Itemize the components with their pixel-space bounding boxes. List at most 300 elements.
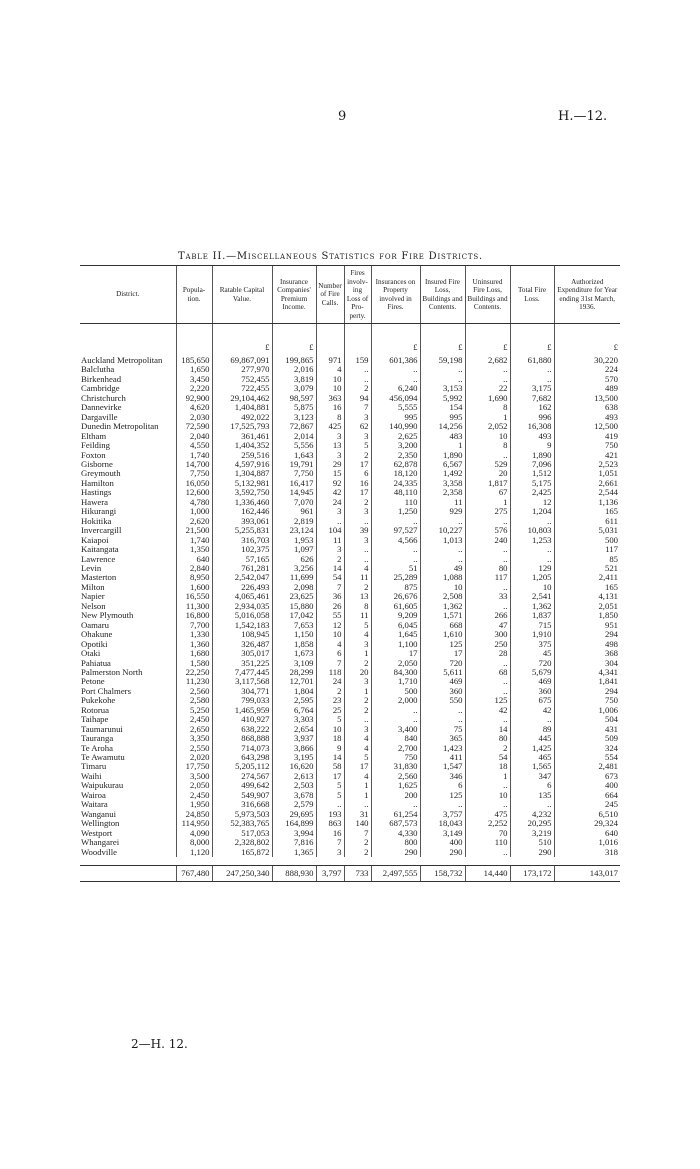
district-name: Te Aroha xyxy=(81,743,113,753)
table-cell: 715 xyxy=(510,621,554,630)
total-cell: 247,250,340 xyxy=(212,866,272,882)
table-cell: 165 xyxy=(554,507,620,516)
table-cell: 2 xyxy=(344,838,371,847)
table-cell: 16 xyxy=(316,403,344,412)
page-footer: 2—H. 12. xyxy=(131,1037,188,1051)
table-cell: 2,613 xyxy=(272,772,316,781)
table-cell: 1,645 xyxy=(371,630,420,639)
table-cell: 259,516 xyxy=(212,451,272,460)
table-cell: 1 xyxy=(344,781,371,790)
district-name: Eltham xyxy=(81,431,107,441)
table-cell: 1,253 xyxy=(510,536,554,545)
table-cell: 3,400 xyxy=(371,725,420,734)
district-row xyxy=(80,781,620,790)
district-name: Dannevirke xyxy=(81,403,122,413)
table-cell: 61,254 xyxy=(371,810,420,819)
table-cell: 89 xyxy=(510,725,554,734)
table-cell: 42 xyxy=(465,706,510,715)
table-cell: 8 xyxy=(465,441,510,450)
table-cell: 1,088 xyxy=(420,573,465,582)
table-cell: 868,888 xyxy=(212,734,272,743)
table-cell: 294 xyxy=(554,687,620,696)
table-cell: 277,970 xyxy=(212,365,272,374)
table-cell: 3,678 xyxy=(272,791,316,800)
table-cell: 465 xyxy=(510,753,554,762)
table-cell: 499,642 xyxy=(212,781,272,790)
table-cell: 2,358 xyxy=(420,488,465,497)
table-cell: 16 xyxy=(316,829,344,838)
table-cell: 11 xyxy=(344,611,371,620)
district-name: Taihape xyxy=(81,715,109,725)
table-cell: 664 xyxy=(554,791,620,800)
table-cell: 290 xyxy=(420,848,465,857)
table-cell: 640 xyxy=(176,555,212,564)
table-cell: .. xyxy=(371,375,420,384)
table-cell: 4 xyxy=(344,734,371,743)
table-cell: 36 xyxy=(316,592,344,601)
table-cell: 5,031 xyxy=(554,526,620,535)
table-cell: .. xyxy=(420,517,465,526)
table-cell: 2,550 xyxy=(176,744,212,753)
table-cell: 5 xyxy=(316,781,344,790)
table-cell: 1,542,183 xyxy=(212,621,272,630)
table-cell: 11,699 xyxy=(272,573,316,582)
total-cell: 888,930 xyxy=(272,866,316,882)
table-cell: 863 xyxy=(316,819,344,828)
table-cell: .. xyxy=(344,545,371,554)
table-cell: 2,050 xyxy=(371,659,420,668)
district-row xyxy=(80,706,620,715)
district-row xyxy=(80,536,620,545)
table-cell: 570 xyxy=(554,375,620,384)
table-cell: 1,643 xyxy=(272,451,316,460)
table-cell: 3,219 xyxy=(510,829,554,838)
table-cell: 326,487 xyxy=(212,640,272,649)
district-name: Pahiatua xyxy=(81,658,111,668)
table-cell: 5 xyxy=(316,791,344,800)
table-cell: 226,493 xyxy=(212,583,272,592)
district-name: Tauranga xyxy=(81,734,114,744)
table-cell: 875 xyxy=(371,583,420,592)
table-cell: 7 xyxy=(316,583,344,592)
table-cell: 638 xyxy=(554,403,620,412)
table-cell: 7,653 xyxy=(272,621,316,630)
table-cell: .. xyxy=(344,800,371,809)
district-row xyxy=(80,555,620,564)
table-cell: .. xyxy=(420,375,465,384)
table-cell: 118 xyxy=(316,668,344,677)
table-cell: 54 xyxy=(465,753,510,762)
table-cell: 304,771 xyxy=(212,687,272,696)
table-cell: 675 xyxy=(510,696,554,705)
district-row xyxy=(80,819,620,828)
district-row xyxy=(80,583,620,592)
total-cell: 3,797 xyxy=(316,866,344,882)
table-cell: .. xyxy=(465,715,510,724)
table-cell: 1 xyxy=(465,498,510,507)
table-cell: 1,650 xyxy=(176,365,212,374)
table-cell: 25,289 xyxy=(371,573,420,582)
table-cell: 475 xyxy=(465,810,510,819)
table-cell: 2,051 xyxy=(554,602,620,611)
table-cell: 1,680 xyxy=(176,649,212,658)
unit-cell xyxy=(316,324,344,353)
table-cell: 4 xyxy=(344,564,371,573)
table-cell: 509 xyxy=(554,734,620,743)
table-cell: 400 xyxy=(420,838,465,847)
district-row xyxy=(80,507,620,516)
table-cell: 24,335 xyxy=(371,479,420,488)
district-name: Ohakune xyxy=(81,630,113,640)
total-cell: 767,480 xyxy=(176,866,212,882)
table-cell: 3 xyxy=(344,432,371,441)
table-cell: 29 xyxy=(316,460,344,469)
table-cell: 5,992 xyxy=(420,394,465,403)
district-row xyxy=(80,744,620,753)
table-cell: 2 xyxy=(344,848,371,857)
table-cell: 929 xyxy=(420,507,465,516)
table-cell: 3,757 xyxy=(420,810,465,819)
table-cell: 601,386 xyxy=(371,352,420,365)
table-cell: 1,740 xyxy=(176,451,212,460)
table-cell: 7 xyxy=(344,403,371,412)
district-name: Lawrence xyxy=(81,554,116,564)
district-row xyxy=(80,526,620,535)
table-cell: 318 xyxy=(554,848,620,857)
table-cell: 30,220 xyxy=(554,352,620,365)
table-cell: 2,541 xyxy=(510,592,554,601)
table-cell: 2,016 xyxy=(272,365,316,374)
table-cell: 140,990 xyxy=(371,422,420,431)
table-cell: 1,465,959 xyxy=(212,706,272,715)
table-cell: .. xyxy=(465,545,510,554)
district-row xyxy=(80,753,620,762)
table-cell: 2 xyxy=(465,744,510,753)
table-cell: 4,065,461 xyxy=(212,592,272,601)
table-cell: .. xyxy=(465,555,510,564)
table-cell: 29,104,462 xyxy=(212,394,272,403)
table-cell: 351,225 xyxy=(212,659,272,668)
table-cell: 12,600 xyxy=(176,488,212,497)
table-cell: 2,014 xyxy=(272,432,316,441)
table-cell: 98,597 xyxy=(272,394,316,403)
district-name: Wairoa xyxy=(81,790,106,800)
table-cell: 1,204 xyxy=(510,507,554,516)
table-cell: 6,764 xyxy=(272,706,316,715)
table-cell: 347 xyxy=(510,772,554,781)
total-cell: 14,440 xyxy=(465,866,510,882)
table-cell: 456,094 xyxy=(371,394,420,403)
table-cell: 3 xyxy=(344,640,371,649)
district-row xyxy=(80,848,620,857)
table-cell: 84,300 xyxy=(371,668,420,677)
table-cell: 1,362 xyxy=(420,602,465,611)
district-row xyxy=(80,432,620,441)
table-cell: 6 xyxy=(420,781,465,790)
district-name: Masterton xyxy=(81,573,117,583)
district-name: Foxton xyxy=(81,450,106,460)
district-row xyxy=(80,403,620,412)
table-cell: 8,950 xyxy=(176,573,212,582)
table-cell: 493 xyxy=(510,432,554,441)
table-cell: 7 xyxy=(316,838,344,847)
table-cell: 549,907 xyxy=(212,791,272,800)
table-cell: 1 xyxy=(465,772,510,781)
table-cell: 687,573 xyxy=(371,819,420,828)
district-name: Hastings xyxy=(81,488,112,498)
table-cell: 2 xyxy=(344,384,371,393)
district-name: Port Chalmers xyxy=(81,686,131,696)
table-cell: 4 xyxy=(316,640,344,649)
table-cell: 1,571 xyxy=(420,611,465,620)
table-cell: 45 xyxy=(510,649,554,658)
table-cell: 7,700 xyxy=(176,621,212,630)
table-cell: 1,330 xyxy=(176,630,212,639)
table-cell: 500 xyxy=(554,536,620,545)
district-name: Te Awamutu xyxy=(81,753,125,763)
totals-row xyxy=(80,866,620,882)
table-cell: 1 xyxy=(344,649,371,658)
table-cell: 2,450 xyxy=(176,791,212,800)
table-cell: 1,350 xyxy=(176,545,212,554)
table-cell: 16 xyxy=(344,479,371,488)
table-cell: 1,336,460 xyxy=(212,498,272,507)
table-cell: 3 xyxy=(316,848,344,857)
table-cell: 3,109 xyxy=(272,659,316,668)
district-row xyxy=(80,734,620,743)
table-cell: 8,000 xyxy=(176,838,212,847)
table-cell: 75 xyxy=(420,725,465,734)
table-cell: 16,308 xyxy=(510,422,554,431)
district-name: Whangarei xyxy=(81,838,120,848)
district-name: Wanganui xyxy=(81,809,117,819)
table-cell: .. xyxy=(510,545,554,554)
table-cell: 996 xyxy=(510,413,554,422)
table-cell: 638,222 xyxy=(212,725,272,734)
table-cell: 626 xyxy=(272,555,316,564)
district-name: New Plymouth xyxy=(81,611,134,621)
table-cell: 800 xyxy=(371,838,420,847)
table-cell: 15 xyxy=(316,469,344,478)
table-cell: 720 xyxy=(510,659,554,668)
table-cell: 7 xyxy=(316,659,344,668)
table-cell: 6,240 xyxy=(371,384,420,393)
district-row xyxy=(80,460,620,469)
table-cell: 59,198 xyxy=(420,352,465,365)
table-cell: 165 xyxy=(554,583,620,592)
table-cell: 162,446 xyxy=(212,507,272,516)
table-cell: 1,097 xyxy=(272,545,316,554)
table-cell: 3 xyxy=(344,413,371,422)
table-cell: 61,880 xyxy=(510,352,554,365)
table-cell: 1,425 xyxy=(510,744,554,753)
table-cell: 10 xyxy=(316,725,344,734)
table-cell: 750 xyxy=(554,696,620,705)
district-row xyxy=(80,838,620,847)
total-cell: 158,732 xyxy=(420,866,465,882)
table-cell: 11 xyxy=(344,573,371,582)
district-name: Balclutha xyxy=(81,365,115,375)
table-cell: 20 xyxy=(344,668,371,677)
district-name: Otaki xyxy=(81,649,101,659)
table-cell: 200 xyxy=(371,791,420,800)
column-header: Fires involv-ing Loss of Pro-perty. xyxy=(344,266,371,324)
table-cell: 2,625 xyxy=(371,432,420,441)
table-cell: 1,250 xyxy=(371,507,420,516)
table-cell: 62,878 xyxy=(371,460,420,469)
table-cell: 1,817 xyxy=(465,479,510,488)
table-cell: 469 xyxy=(420,677,465,686)
table-cell: 6 xyxy=(344,469,371,478)
table-cell: 4,780 xyxy=(176,498,212,507)
table-cell: 42 xyxy=(316,488,344,497)
table-cell: 2,654 xyxy=(272,725,316,734)
table-cell: 135 xyxy=(510,791,554,800)
table-cell: 29,324 xyxy=(554,819,620,828)
table-cell: 21,500 xyxy=(176,526,212,535)
table-cell: 57,165 xyxy=(212,555,272,564)
header-row xyxy=(80,266,620,324)
column-header: District. xyxy=(80,266,176,324)
table-cell: 1,051 xyxy=(554,469,620,478)
table-cell: 224 xyxy=(554,365,620,374)
table-cell: 13,500 xyxy=(554,394,620,403)
table-cell: 750 xyxy=(371,753,420,762)
table-cell: .. xyxy=(465,659,510,668)
table-cell: .. xyxy=(510,555,554,564)
table-cell: 4,131 xyxy=(554,592,620,601)
table-cell: 1,610 xyxy=(420,630,465,639)
district-row xyxy=(80,668,620,677)
table-cell: 3,937 xyxy=(272,734,316,743)
table-cell: 1,404,352 xyxy=(212,441,272,450)
district-name: Petone xyxy=(81,677,105,687)
table-cell: 576 xyxy=(465,526,510,535)
table-cell: 5,611 xyxy=(420,668,465,677)
district-row xyxy=(80,573,620,582)
table-cell: 304 xyxy=(554,659,620,668)
table-cell: 72,590 xyxy=(176,422,212,431)
table-cell: 294 xyxy=(554,630,620,639)
table-cell: 5 xyxy=(344,441,371,450)
table-cell: 3 xyxy=(316,432,344,441)
total-cell: 733 xyxy=(344,866,371,882)
table-cell: 7,682 xyxy=(510,394,554,403)
unit-cell: £ xyxy=(371,324,420,353)
table-cell: 5,555 xyxy=(371,403,420,412)
unit-cell: £ xyxy=(554,324,620,353)
district-name: Dargaville xyxy=(81,412,118,422)
table-title-text: Miscellaneous Statistics for Fire Districts. xyxy=(236,251,483,262)
table-cell: 421 xyxy=(554,451,620,460)
table-cell: 7 xyxy=(344,829,371,838)
table-cell: 114,950 xyxy=(176,819,212,828)
table-cell: 640 xyxy=(554,829,620,838)
table-cell: .. xyxy=(420,715,465,724)
table-cell: 2,450 xyxy=(176,715,212,724)
district-row xyxy=(80,451,620,460)
table-cell: 2 xyxy=(344,659,371,668)
table-cell: 529 xyxy=(465,460,510,469)
table-cell: 6,510 xyxy=(554,810,620,819)
table-title xyxy=(178,251,483,262)
table-cell: 643,298 xyxy=(212,753,272,762)
table-cell: 29,695 xyxy=(272,810,316,819)
table-cell: 97,527 xyxy=(371,526,420,535)
table-cell: 3 xyxy=(344,507,371,516)
table-cell: 2,000 xyxy=(371,696,420,705)
table-cell: 1,950 xyxy=(176,800,212,809)
table-cell: 2,350 xyxy=(371,451,420,460)
table-cell: 70 xyxy=(465,829,510,838)
district-row xyxy=(80,545,620,554)
table-cell: 1,837 xyxy=(510,611,554,620)
table-cell: .. xyxy=(465,800,510,809)
district-name: Greymouth xyxy=(81,469,121,479)
district-name: Milton xyxy=(81,582,105,592)
table-cell: 290 xyxy=(510,848,554,857)
district-row xyxy=(80,352,620,365)
table-cell: .. xyxy=(465,602,510,611)
table-cell: 517,053 xyxy=(212,829,272,838)
table-cell: 1,205 xyxy=(510,573,554,582)
table-cell: 3,123 xyxy=(272,413,316,422)
table-cell: 108,945 xyxy=(212,630,272,639)
table-cell: 2,580 xyxy=(176,696,212,705)
table-cell: .. xyxy=(510,375,554,384)
table-cell: 16,417 xyxy=(272,479,316,488)
table-cell: 24 xyxy=(316,498,344,507)
total-cell: 143,017 xyxy=(554,866,620,882)
table-cell: 550 xyxy=(420,696,465,705)
table-cell: 2 xyxy=(344,451,371,460)
table-cell: 4 xyxy=(344,744,371,753)
column-header: Insurances on Property involved in Fires. xyxy=(371,266,420,324)
district-name: Timaru xyxy=(81,762,107,772)
table-cell: .. xyxy=(465,451,510,460)
table-cell: .. xyxy=(371,545,420,554)
table-cell: 18 xyxy=(316,734,344,743)
table-cell: 300 xyxy=(465,630,510,639)
table-cell: 365 xyxy=(420,734,465,743)
district-name: Cambridge xyxy=(81,384,120,394)
unit-cell xyxy=(80,324,176,353)
district-name: Westport xyxy=(81,828,113,838)
table-cell: 129 xyxy=(510,564,554,573)
table-cell: 47 xyxy=(465,621,510,630)
table-cell: 1,804 xyxy=(272,687,316,696)
table-cell: 10 xyxy=(316,384,344,393)
table-cell: 68 xyxy=(465,668,510,677)
table-cell: 4,597,916 xyxy=(212,460,272,469)
table-cell: 411 xyxy=(420,753,465,762)
district-name: Wellington xyxy=(81,819,120,829)
district-name: Waitara xyxy=(81,800,108,810)
table-cell: 11,300 xyxy=(176,602,212,611)
table-cell: 117 xyxy=(554,545,620,554)
unit-cell: £ xyxy=(420,324,465,353)
table-cell: 165,872 xyxy=(212,848,272,857)
table-cell: 2 xyxy=(344,706,371,715)
table-cell: 17 xyxy=(371,649,420,658)
district-name: Kaitangata xyxy=(81,545,119,555)
table-cell: 995 xyxy=(371,413,420,422)
table-cell: 2,560 xyxy=(176,687,212,696)
table-cell: 493 xyxy=(554,413,620,422)
table-cell: 39 xyxy=(344,526,371,535)
table-cell: 3 xyxy=(344,536,371,545)
table-cell: 5 xyxy=(344,753,371,762)
